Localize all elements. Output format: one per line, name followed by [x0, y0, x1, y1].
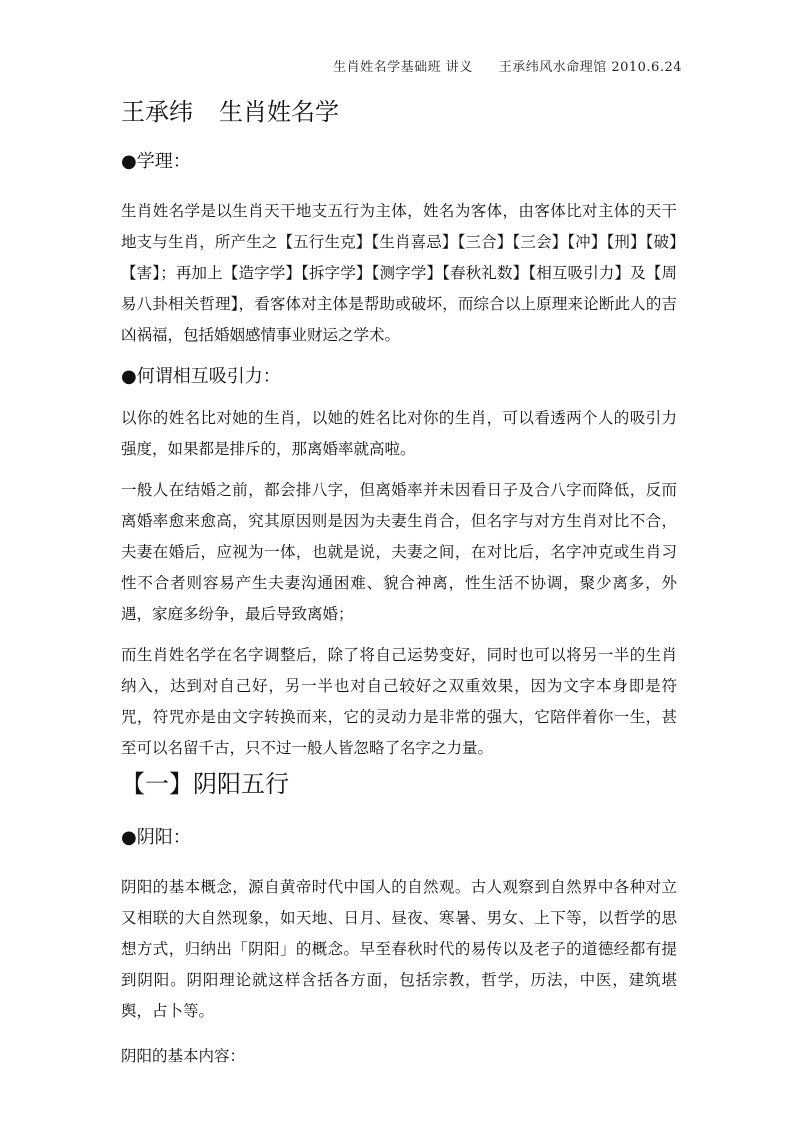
heading-xueli: ●学理：	[121, 151, 191, 172]
paragraph-xiyinli-3: 而生肖姓名学在名字调整后，除了将自己运势变好，同时也可以将另一半的生肖纳入，达到对自己好，另一半也对自己较好之双重效果，因为文字本身即是符咒，符咒亦是由文字转换而来，它的灵动力是非常的强大，它陪伴着你一生，甚至可以名留千古，只不过一般人皆忽略了名字之力量。	[121, 646, 677, 757]
paragraph-xueli: 生肖姓名学是以生肖天干地支五行为主体，姓名为客体，由客体比对主体的天干地支与生肖，所产生之【五行生克】【生肖喜忌】【三合】【三会】【冲】【刑】【破】【害】；再加上【造字学】【拆字学】【测字学】【春秋礼数】【相互吸引力】及【周易八卦相关哲理】，看客体对主体是帮助或破坏，而综合以上原理来论断此人的吉凶祸福，包括婚姻感情事业财运之学术。	[121, 202, 677, 344]
document-body	[121, 92, 677, 1072]
title-author: 王承纬	[121, 98, 193, 126]
header-course: 生肖姓名学基础班 讲义	[333, 60, 473, 75]
header-org-date: 王承纬风水命理馆 2010.6.24	[498, 60, 682, 75]
heading-xiyinli: ●何谓相互吸引力：	[121, 366, 281, 387]
page-header	[333, 56, 682, 75]
paragraph-xiyinli-2: 一般人在结婚之前，都会排八字，但离婚率并未因看日子及合八字而降低，反而离婚率愈来愈高，究其原因则是因为夫妻生肖合，但名字与对方生肖对比不合，夫妻在婚后，应视为一体，也就是说，夫妻之间，在对比后，名字冲克或生肖习性不合者则容易产生夫妻沟通困难、貌合神离，性生活不协调，聚少离多，外遇，家庭多纷争，最后导致离婚；	[121, 481, 677, 623]
paragraph-xiyinli-1: 以你的姓名比对她的生肖，以她的姓名比对你的生肖，可以看透两个人的吸引力强度，如果都是排斥的，那离婚率就高啦。	[121, 409, 677, 458]
heading-yinyang-wuxing: 【一】阴阳五行	[121, 770, 289, 798]
title-subject: 生肖姓名学	[219, 98, 339, 126]
paragraph-yinyang-1: 阴阳的基本概念，源自黄帝时代中国人的自然观。古人观察到自然界中各种对立又相联的大自然现象，如天地、日月、昼夜、寒暑、男女、上下等，以哲学的思想方式，归纳出「阴阳」的概念。早至春秋时代的易传以及老子的道德经都有提到阴阳。阴阳理论就这样含括各方面，包括宗教，哲学，历法，中医，建筑堪舆，占卜等。	[121, 878, 677, 1020]
page-title	[121, 92, 677, 132]
heading-yinyang: ●阴阳：	[121, 827, 191, 848]
paragraph-yinyang-2: 阴阳的基本内容：	[121, 1047, 246, 1065]
